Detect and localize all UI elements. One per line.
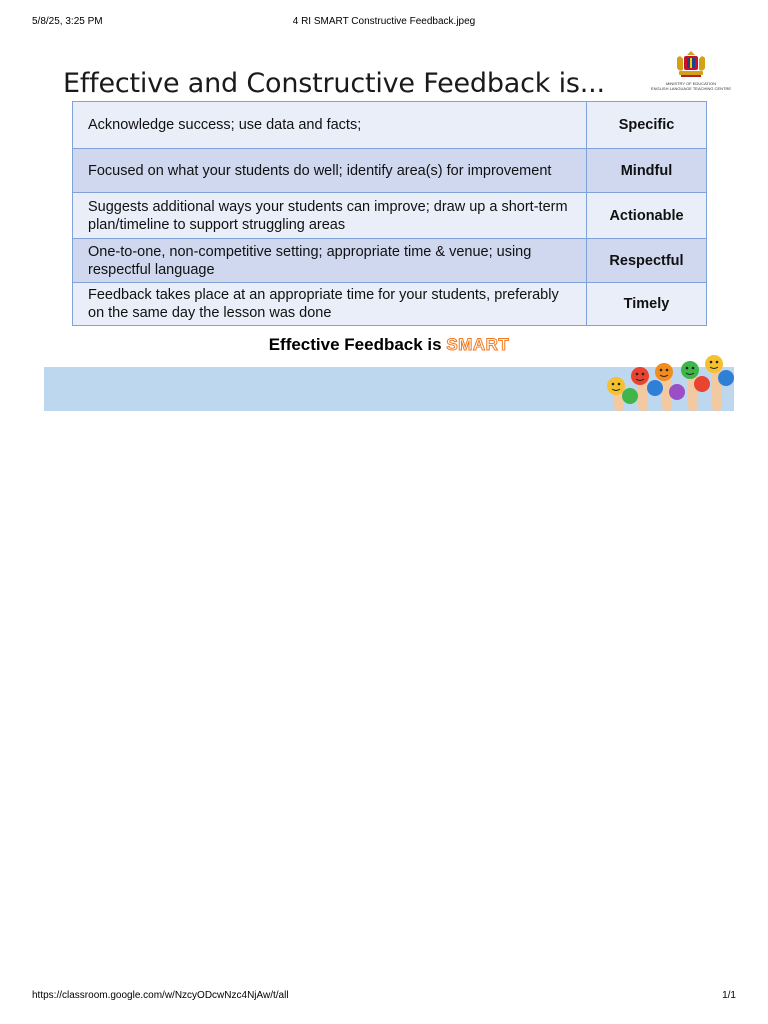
print-document-title: 4 RI SMART Constructive Feedback.jpeg <box>292 16 476 27</box>
row-description: Feedback takes place at an appropriate time for your students, preferably on the same day the lesson was done <box>73 283 587 326</box>
row-term: Respectful <box>587 239 707 283</box>
print-footer <box>32 990 736 1004</box>
page-number: 1/1 <box>722 990 736 1001</box>
row-term: Timely <box>587 283 707 326</box>
crest-icon <box>673 50 709 78</box>
print-url: https://classroom.google.com/w/NzcyODcwNzc4NjAw/t/all <box>32 990 289 1001</box>
painted-hands-icon <box>600 348 734 411</box>
row-term: Actionable <box>587 193 707 239</box>
slide-title: Effective and Constructive Feedback is... <box>63 68 605 99</box>
logo-line-2: ENGLISH LANGUAGE TEACHING CENTRE <box>650 86 732 91</box>
tagline-prefix: Effective Feedback is <box>268 335 442 354</box>
table-row <box>73 239 707 283</box>
tagline-smart: SMART <box>446 335 510 354</box>
row-description: Focused on what your students do well; identify area(s) for improvement <box>73 149 587 193</box>
row-term: Specific <box>587 102 707 149</box>
table-row <box>73 283 707 326</box>
print-header <box>32 16 736 30</box>
slide-image <box>44 40 734 411</box>
row-description: One-to-one, non-competitive setting; appropriate time & venue; using respectful language <box>73 239 587 283</box>
table-row <box>73 102 707 149</box>
ministry-logo <box>648 50 734 94</box>
row-description: Acknowledge success; use data and facts; <box>73 102 587 149</box>
logo-line-1: MINISTRY OF EDUCATION <box>665 81 716 86</box>
table-row <box>73 149 707 193</box>
row-term: Mindful <box>587 149 707 193</box>
table-row <box>73 193 707 239</box>
print-date: 5/8/25, 3:25 PM <box>32 16 103 27</box>
row-description: Suggests additional ways your students can improve; draw up a short-term plan/timeline to support struggling areas <box>73 193 587 239</box>
feedback-table <box>72 101 707 326</box>
